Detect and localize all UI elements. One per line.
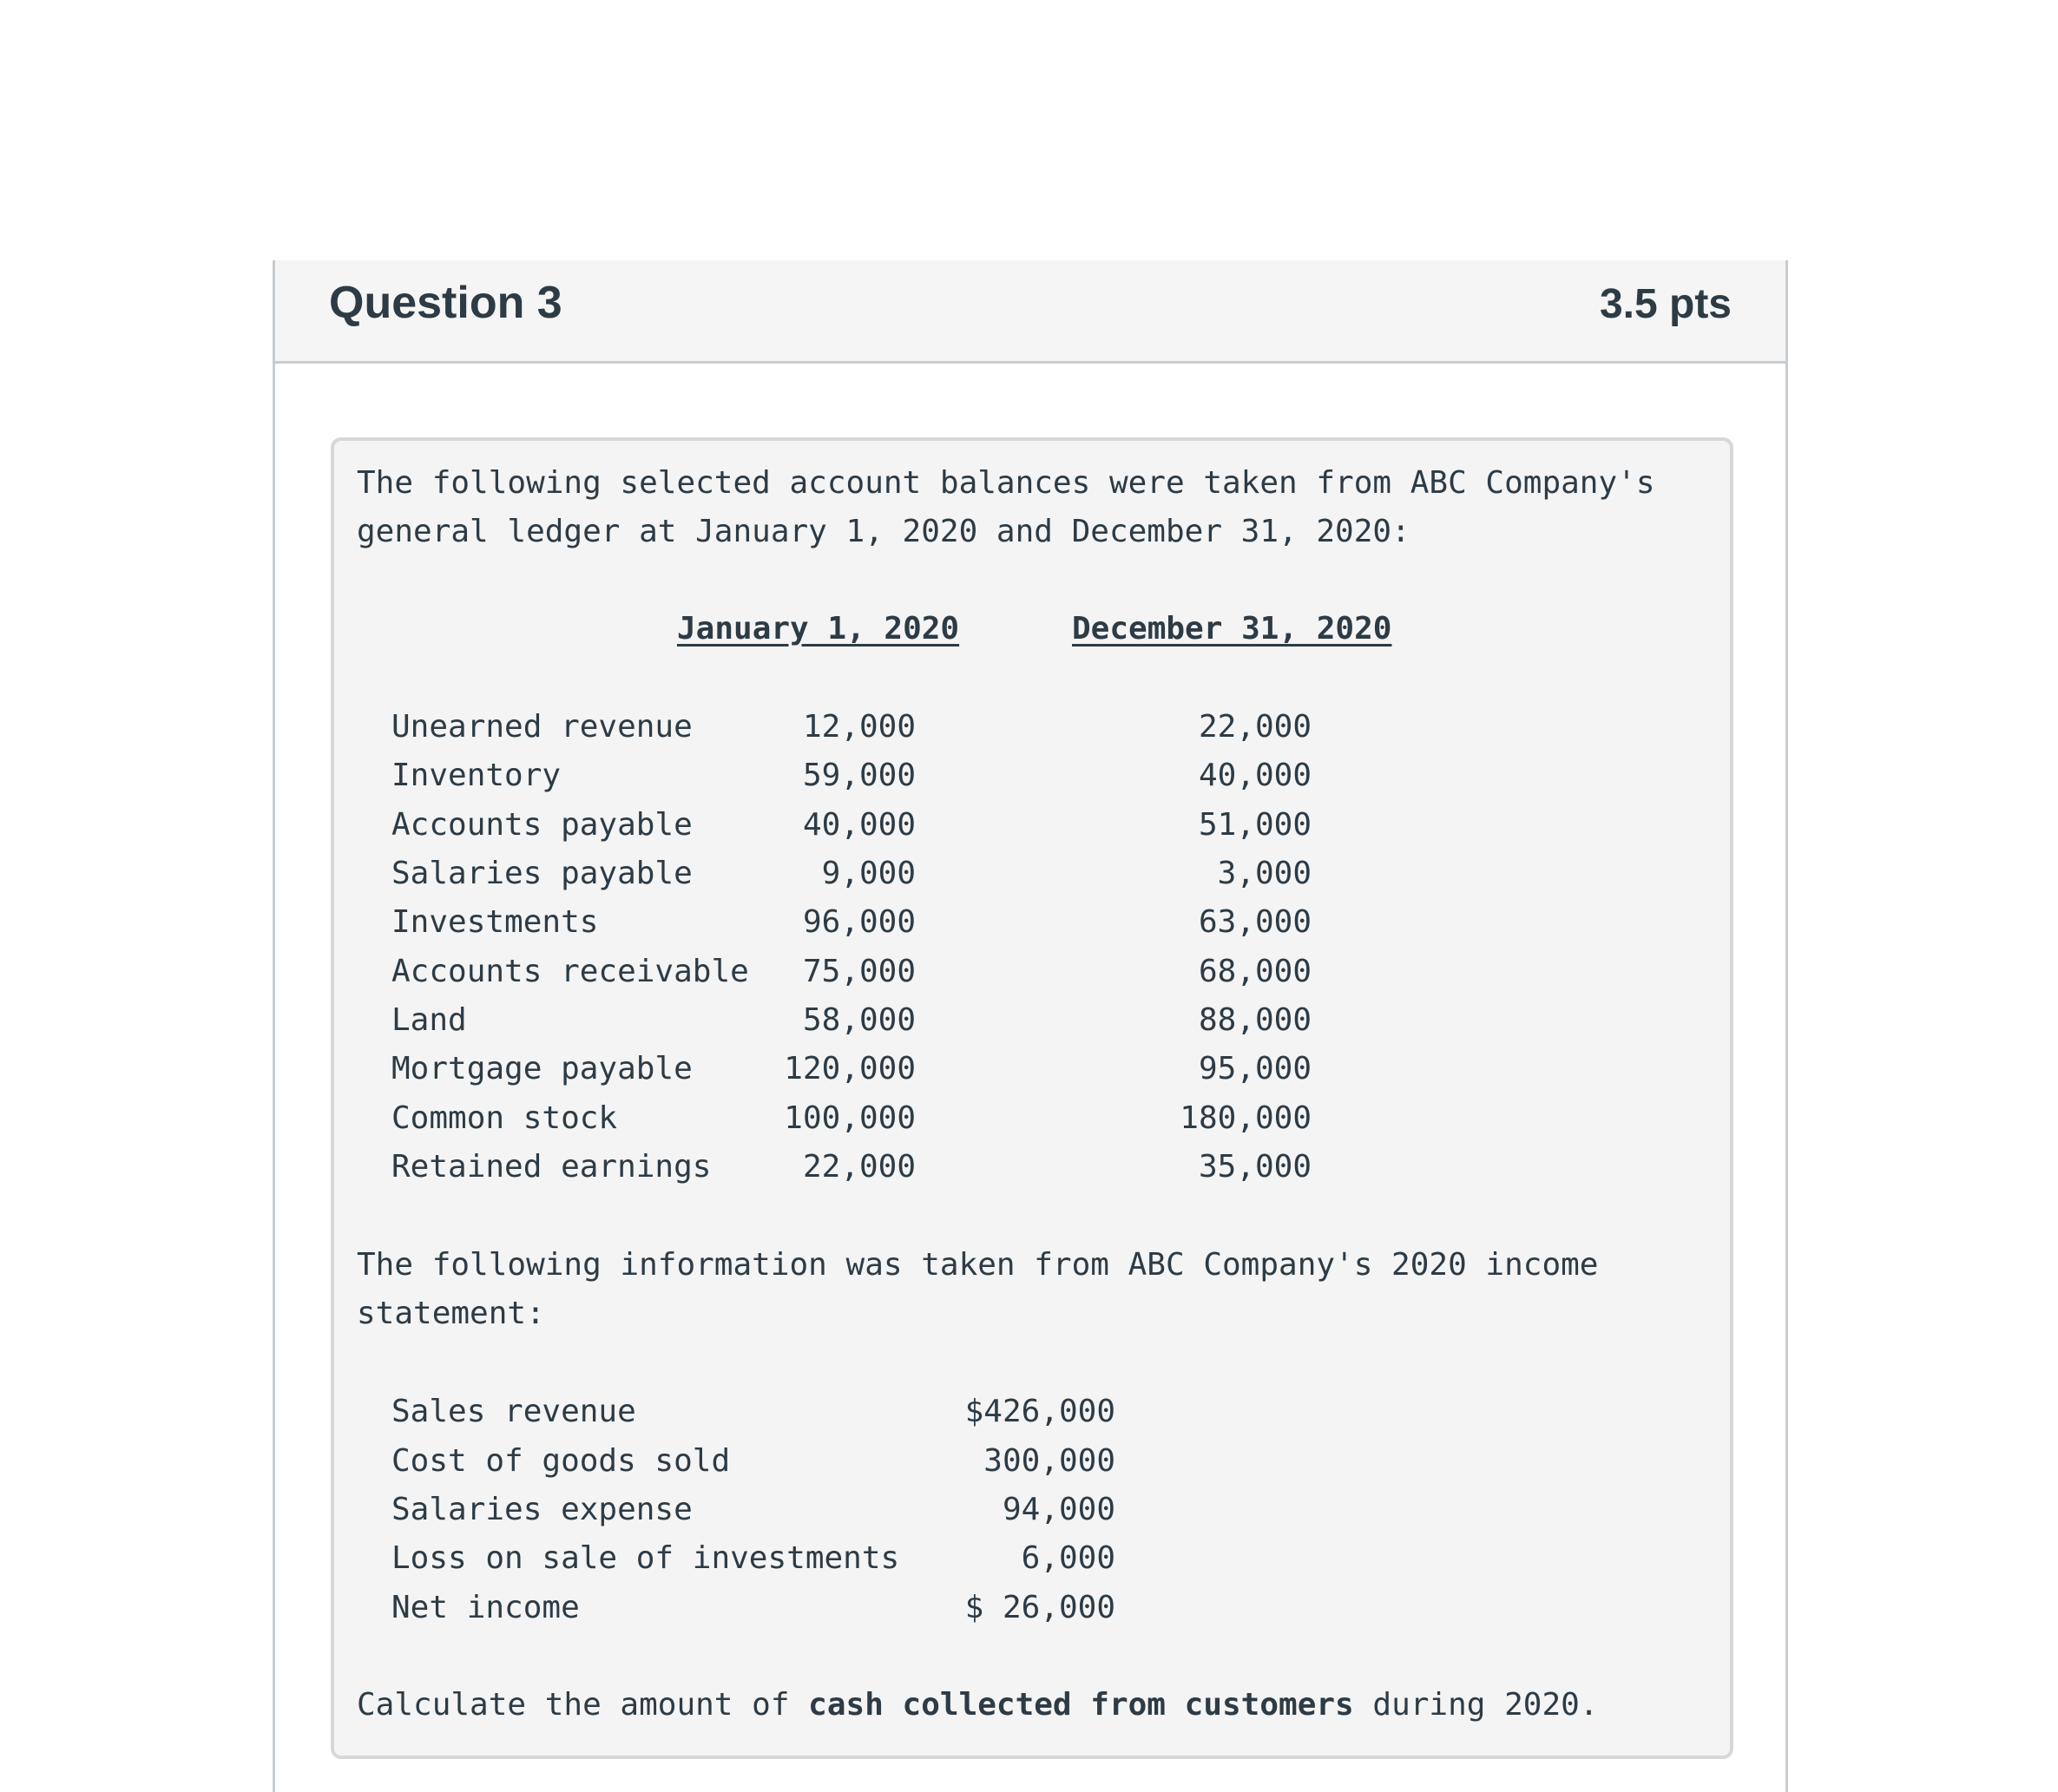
dec-value: 3,000 [1217,856,1312,891]
prompt-text-after: during 2020. [1353,1687,1599,1723]
row-label: Mortgage payable [391,1051,693,1086]
row-label: Cost of goods sold [391,1443,731,1479]
jan-value: 59,000 [802,758,916,793]
row-label: Unearned revenue [391,709,693,745]
income-intro-line-1: The following information was taken from ABC Company's 2020 income [357,1247,1599,1283]
jan-value: 58,000 [802,1002,916,1038]
col-header-dec: December 31, 2020 [1072,611,1392,647]
jan-value: 75,000 [802,954,916,989]
jan-value: 40,000 [802,807,916,843]
row-label: Salaries expense [391,1492,693,1527]
jan-value: 120,000 [784,1051,916,1086]
question-prompt [357,1687,1598,1723]
jan-value: 12,000 [802,709,916,745]
income-value: $426,000 [964,1394,1115,1429]
dec-value: 40,000 [1198,758,1312,793]
question-card [273,260,1788,1792]
dec-value: 95,000 [1198,1051,1312,1086]
jan-value: 22,000 [802,1149,916,1185]
income-value: $ 26,000 [964,1590,1115,1625]
question-body [331,437,1733,1759]
row-label: Retained earnings [391,1149,712,1185]
prompt-text-before: Calculate the amount of [357,1687,809,1723]
income-value: 94,000 [1002,1492,1115,1527]
dec-value: 63,000 [1198,904,1312,940]
dec-value: 88,000 [1198,1002,1312,1038]
jan-value: 96,000 [802,904,916,940]
row-label: Accounts payable [391,807,693,843]
row-label: Salaries payable [391,856,693,891]
jan-value: 100,000 [784,1100,916,1136]
row-label: Accounts receivable [391,954,749,989]
row-label: Land [391,1002,467,1038]
dec-value: 35,000 [1198,1149,1312,1185]
question-header [275,260,1785,364]
intro-line-1: The following selected account balances were taken from ABC Company's [357,465,1655,501]
col-header-jan: January 1, 2020 [677,611,960,647]
row-label: Net income [391,1590,580,1625]
intro-line-2: general ledger at January 1, 2020 and December 31, 2020: [357,514,1410,549]
row-label: Loss on sale of investments [391,1540,900,1576]
row-label: Investments [391,904,599,940]
dec-value: 180,000 [1180,1100,1312,1136]
jan-value: 9,000 [821,856,916,891]
question-points: 3.5 pts [1599,281,1732,327]
row-label: Sales revenue [391,1394,636,1429]
row-label: Common stock [391,1100,618,1136]
question-title: Question 3 [329,278,562,328]
dec-value: 51,000 [1198,807,1312,843]
row-label: Inventory [391,758,562,793]
income-intro-line-2: statement: [357,1296,545,1331]
dec-value: 68,000 [1198,954,1312,989]
income-value: 300,000 [983,1443,1115,1479]
dec-value: 22,000 [1198,709,1312,745]
prompt-text-bold: cash collected from customers [808,1687,1354,1723]
income-value: 6,000 [1021,1540,1115,1576]
